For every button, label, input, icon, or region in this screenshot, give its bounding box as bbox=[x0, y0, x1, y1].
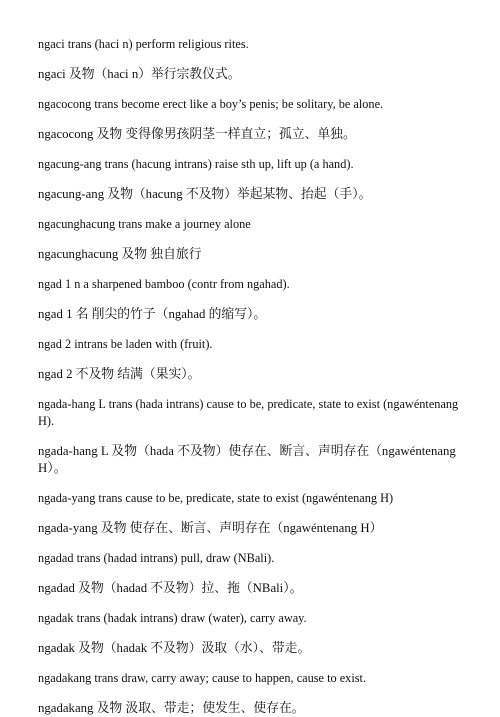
entry-chinese: ngaci 及物（haci n）举行宗教仪式。 bbox=[38, 67, 241, 81]
entry-chinese: ngada-yang 及物 使存在、断言、声明存在（ngawéntenang H） bbox=[38, 521, 383, 535]
entry-english: ngadad trans (hadad intrans) pull, draw (NBali). bbox=[38, 551, 275, 565]
entry-chinese: ngacung-ang 及物（hacung 不及物）举起某物、抬起（手）。 bbox=[38, 187, 372, 201]
entry-chinese: ngad 1 名 削尖的竹子（ngahad 的缩写）。 bbox=[38, 307, 267, 321]
entry-english: ngada-hang L trans (hada intrans) cause to be, predicate, state to exist (ngawéntenang H). bbox=[38, 397, 459, 428]
entry-chinese: ngad 2 不及物 结满（果实）。 bbox=[38, 367, 201, 381]
entry-english: ngada-yang trans cause to be, predicate, state to exist (ngawéntenang H) bbox=[38, 491, 394, 505]
entry-chinese: ngadakang 及物 汲取、带走；使发生、使存在。 bbox=[38, 701, 305, 715]
entry-chinese: ngadad 及物（hadad 不及物）拉、拖（NBali）。 bbox=[38, 581, 303, 595]
entry-english: ngacung-ang trans (hacung intrans) raise sth up, lift up (a hand). bbox=[38, 157, 354, 171]
entry-chinese: ngadak 及物（hadak 不及物）汲取（水）、带走。 bbox=[38, 641, 311, 655]
entry-chinese: ngada-hang L 及物（hada 不及物）使存在、断言、声明存在（ngawéntenang H）。 bbox=[38, 444, 456, 475]
entry-english: ngadakang trans draw, carry away; cause to happen, cause to exist. bbox=[38, 671, 367, 685]
entry-chinese: ngacunghacung 及物 独自旅行 bbox=[38, 247, 202, 261]
entry-english: ngaci trans (haci n) perform religious rites. bbox=[38, 37, 249, 51]
entry-english: ngacocong trans become erect like a boy’s penis; be solitary, be alone. bbox=[38, 97, 384, 111]
entry-chinese: ngacocong 及物 变得像男孩阴茎一样直立；孤立、单独。 bbox=[38, 127, 356, 141]
entry-english: ngad 2 intrans be laden with (fruit). bbox=[38, 337, 213, 351]
entry-english: ngad 1 n a sharpened bamboo (contr from ngahad). bbox=[38, 277, 290, 291]
entry-english: ngadak trans (hadak intrans) draw (water), carry away. bbox=[38, 611, 307, 625]
entry-english: ngacunghacung trans make a journey alone bbox=[38, 217, 251, 231]
